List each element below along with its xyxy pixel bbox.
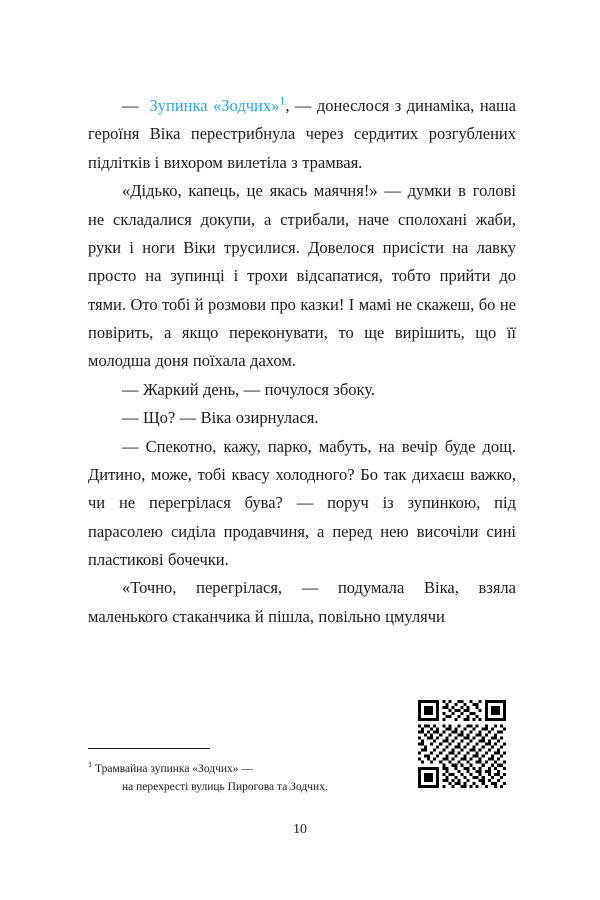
paragraph: — Спекотно, кажу, парко, мабуть, на вечір буде дощ. Дитино, може, тобі квасу холодного? Бо так дихаєш важко, чи не перегрілася бува? — поруч із зупинкою, під парасолею сиділа продавчиня, а перед нею височіли сині пластикові бочечки.	[88, 436, 516, 569]
footnote-text-line-2: на перехресті вулиць Пирогова та Зодчих.	[122, 780, 328, 793]
page-number: 10	[293, 822, 307, 837]
em-dash: —	[122, 96, 139, 115]
paragraph-rest: , — донеслося з динаміка, наша героїня Віка перестрибнула через сердитих розгублених підлітків і вихором вилетіла з трамвая.	[88, 96, 516, 172]
footnote-divider	[88, 748, 210, 749]
paragraph: — Жаркий день, — почулося збоку.	[122, 379, 376, 399]
paragraph	[88, 92, 516, 177]
paragraph: «Точно, перегрілася, — подумала Віка, взяла маленького стаканчика й пішла, повільно цмулячи	[88, 578, 516, 626]
footnote-reference[interactable]: 1	[279, 93, 286, 108]
footnote-marker: 1	[88, 760, 93, 770]
footnote-text-line-1	[88, 761, 516, 779]
paragraph: «Дідько, капець, це якась маячня!» — думки в голові не складалися докупи, а стрибали, наче сполохані жаби, руки і ноги Віки трусилися. Довелося присісти на лавку просто на зупинці і трохи відсапатися, тобто прийти до тями. Ото тобі й розмови про казки! І мамі не скажеш, бо не повірить, а якщо переконувати, то ще вирішить, що її молодша доня поїхала дахом.	[88, 181, 516, 371]
footnote	[88, 748, 516, 797]
paragraph: — Що? — Віка озирнулася.	[122, 408, 319, 428]
footnote-line-1-text: Трамвайна зупинка «Зодчих» —	[95, 763, 253, 775]
footnote-link[interactable]: Зупинка «Зодчих»	[149, 96, 280, 115]
body-text	[88, 92, 516, 631]
